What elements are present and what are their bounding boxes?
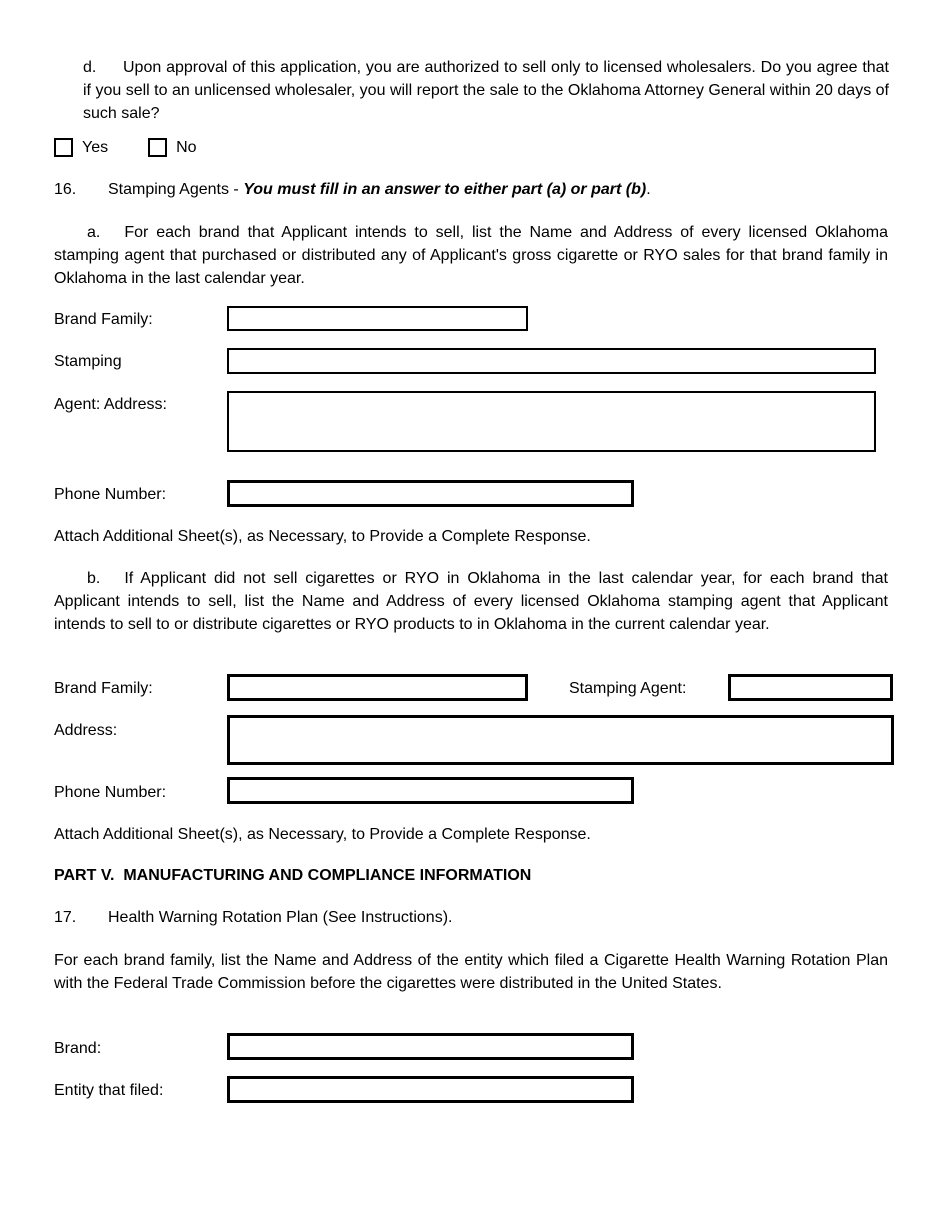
item-16-heading	[54, 179, 651, 201]
part-a-attach-note: Attach Additional Sheet(s), as Necessary, to Provide a Complete Response.	[54, 528, 591, 545]
item-17-number: 17.	[54, 909, 77, 926]
item-16-lead: Stamping Agents -	[108, 181, 244, 198]
part-a-brand-family-input[interactable]	[227, 306, 528, 331]
consent-checkbox-row	[54, 137, 197, 158]
item-17-title: Health Warning Rotation Plan (See Instructions).	[108, 909, 453, 926]
item-16-number: 16.	[54, 181, 77, 198]
no-label: No	[176, 139, 197, 156]
part-b-paragraph	[54, 567, 888, 636]
yes-label: Yes	[82, 139, 109, 156]
part-a-agent-address-label: Agent: Address:	[54, 396, 167, 413]
part-b-brand-family-label: Brand Family:	[54, 680, 153, 697]
item-17-heading	[54, 907, 452, 929]
entity-that-filed-input[interactable]	[227, 1076, 634, 1103]
item-16-emphasis: You must fill in an answer to either part (a) or part (b)	[243, 181, 647, 198]
no-checkbox[interactable]	[148, 138, 167, 157]
part-b-attach-note: Attach Additional Sheet(s), as Necessary, to Provide a Complete Response.	[54, 826, 591, 843]
question-d-label: d.	[83, 59, 97, 76]
no-option[interactable]	[148, 137, 196, 158]
part-b-phone-input[interactable]	[227, 777, 634, 804]
part-a-brand-family-label: Brand Family:	[54, 311, 153, 328]
brand-label: Brand:	[54, 1040, 102, 1057]
part-a-paragraph	[54, 221, 888, 290]
part-b-phone-label: Phone Number:	[54, 784, 167, 801]
part-a-phone-label: Phone Number:	[54, 486, 167, 503]
question-d	[83, 56, 889, 125]
item-16-suffix: .	[646, 181, 651, 198]
yes-checkbox[interactable]	[54, 138, 73, 157]
part-b-text: If Applicant did not sell cigarettes or RYO in Oklahoma in the last calendar year, for each brand that Applicant intends to sell, list the Name and Address of every licensed Oklahoma stamping agent that Applicant intends to sell to or distribute cigarettes or RYO products to in Oklahoma in the current calendar year.	[54, 570, 888, 633]
section-17-intro: For each brand family, list the Name and Address of the entity which filed a Cigarette Health Warning Rotation Plan with the Federal Trade Commission before the cigarettes were distributed in the United States.	[54, 952, 888, 992]
part-a-text: For each brand that Applicant intends to sell, list the Name and Address of every licensed Oklahoma stamping agent that purchased or distributed any of Applicant's gross cigarette or RYO sales for that brand family in Oklahoma in the last calendar year.	[54, 224, 888, 287]
part-a-label: a.	[87, 224, 101, 241]
part-b-address-textarea[interactable]	[227, 715, 894, 765]
yes-option[interactable]	[54, 137, 108, 158]
part-b-stamping-agent-label: Stamping Agent:	[569, 680, 687, 697]
part-b-stamping-agent-input[interactable]	[728, 674, 893, 701]
brand-input[interactable]	[227, 1033, 634, 1060]
part-a-stamping-label: Stamping	[54, 353, 122, 370]
part-b-label: b.	[87, 570, 101, 587]
part-a-agent-address-textarea[interactable]	[227, 391, 876, 452]
part-a-stamping-input[interactable]	[227, 348, 876, 374]
part-b-address-label: Address:	[54, 722, 118, 739]
entity-that-filed-label: Entity that filed:	[54, 1082, 164, 1099]
part-v-heading: PART V. MANUFACTURING AND COMPLIANCE INFORMATION	[54, 867, 532, 884]
part-a-phone-input[interactable]	[227, 480, 634, 507]
question-d-text: Upon approval of this application, you are authorized to sell only to licensed wholesalers. Do you agree that if you sell to an unlicensed wholesaler, you will report the sale to the Oklahoma Attorney General within 20 days of such sale?	[83, 59, 889, 122]
part-b-brand-family-input[interactable]	[227, 674, 528, 701]
